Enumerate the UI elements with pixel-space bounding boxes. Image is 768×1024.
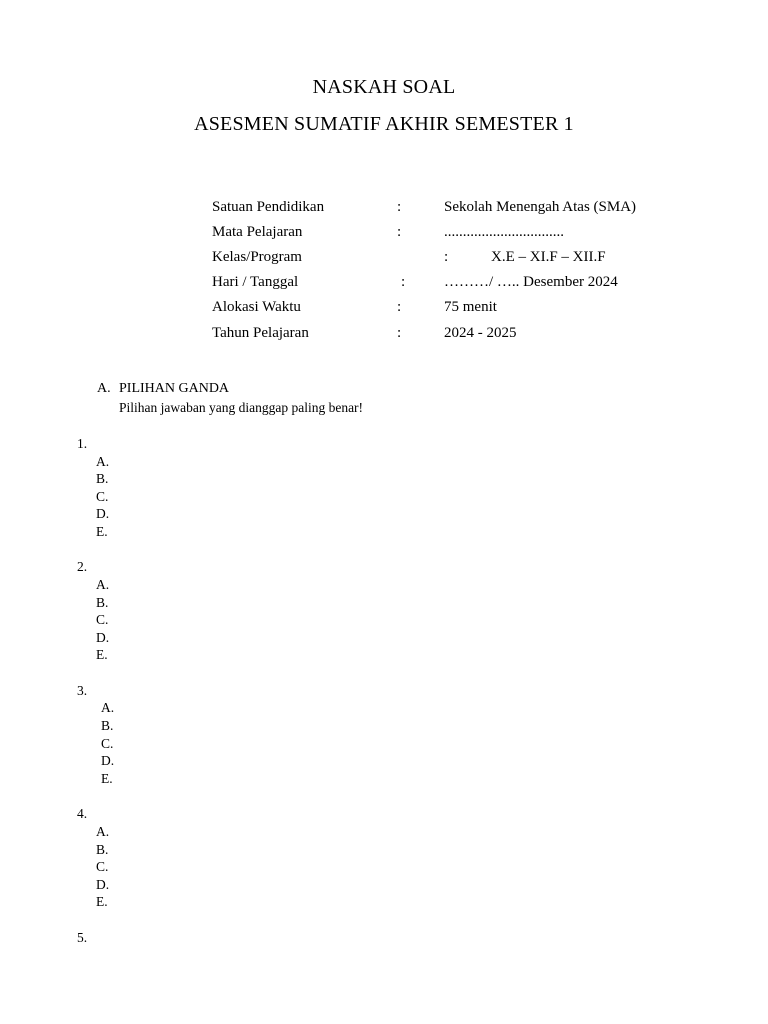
option-label: C. [96,859,109,874]
info-colon: : [401,274,406,290]
section-instruction: Pilihan jawaban yang dianggap paling benar! [119,400,364,415]
option-label: E. [96,647,108,662]
info-value: ………/ ….. Desember 2024 [444,274,618,290]
option-label: A. [96,454,110,469]
option-label: C. [101,736,114,751]
section-letter: A. [97,381,111,396]
option-label: A. [96,577,110,592]
info-row-hari-tanggal [0,274,768,294]
option-label: D. [101,753,115,768]
question-number: 1. [77,436,88,451]
option-label: A. [96,824,110,839]
section-title: PILIHAN GANDA [119,381,230,396]
info-label: Kelas/Program [212,249,302,265]
option-label: B. [96,471,109,486]
question-number: 3. [77,683,88,698]
info-value: Sekolah Menengah Atas (SMA) [444,199,637,215]
option-label: E. [101,771,113,786]
info-label: Alokasi Waktu [212,299,301,315]
info-colon: : [397,224,402,240]
question-number: 4. [77,806,88,821]
info-value: 75 menit [444,299,497,315]
option-label: A. [101,700,115,715]
option-label: C. [96,612,109,627]
info-value: 2024 - 2025 [444,325,517,341]
question-number: 2. [77,559,88,574]
info-label: Mata Pelajaran [212,224,303,240]
document-subtitle: ASESMEN SUMATIF AKHIR SEMESTER 1 [194,113,574,135]
info-colon: : [397,199,402,215]
option-label: E. [96,524,108,539]
info-value: X.E – XI.F – XII.F [491,249,606,265]
info-row-tahun-pelajaran [0,325,768,345]
option-label: D. [96,877,110,892]
info-colon: : [444,249,449,265]
question-number: 5. [77,930,88,945]
info-row-kelas-program [0,249,768,269]
info-value: ................................ [444,224,564,240]
option-label: D. [96,630,110,645]
info-colon: : [397,325,402,341]
info-row-satuan-pendidikan [0,199,768,219]
info-row-alokasi-waktu [0,299,768,319]
option-label: B. [96,842,109,857]
option-label: D. [96,506,110,521]
document-title: NASKAH SOAL [312,76,456,98]
info-label: Satuan Pendidikan [212,199,325,215]
option-label: B. [96,595,109,610]
info-label: Hari / Tanggal [212,274,299,290]
info-colon: : [397,299,402,315]
option-label: E. [96,894,108,909]
option-label: C. [96,489,109,504]
info-label: Tahun Pelajaran [212,325,309,341]
option-label: B. [101,718,114,733]
info-row-mata-pelajaran [0,224,768,244]
